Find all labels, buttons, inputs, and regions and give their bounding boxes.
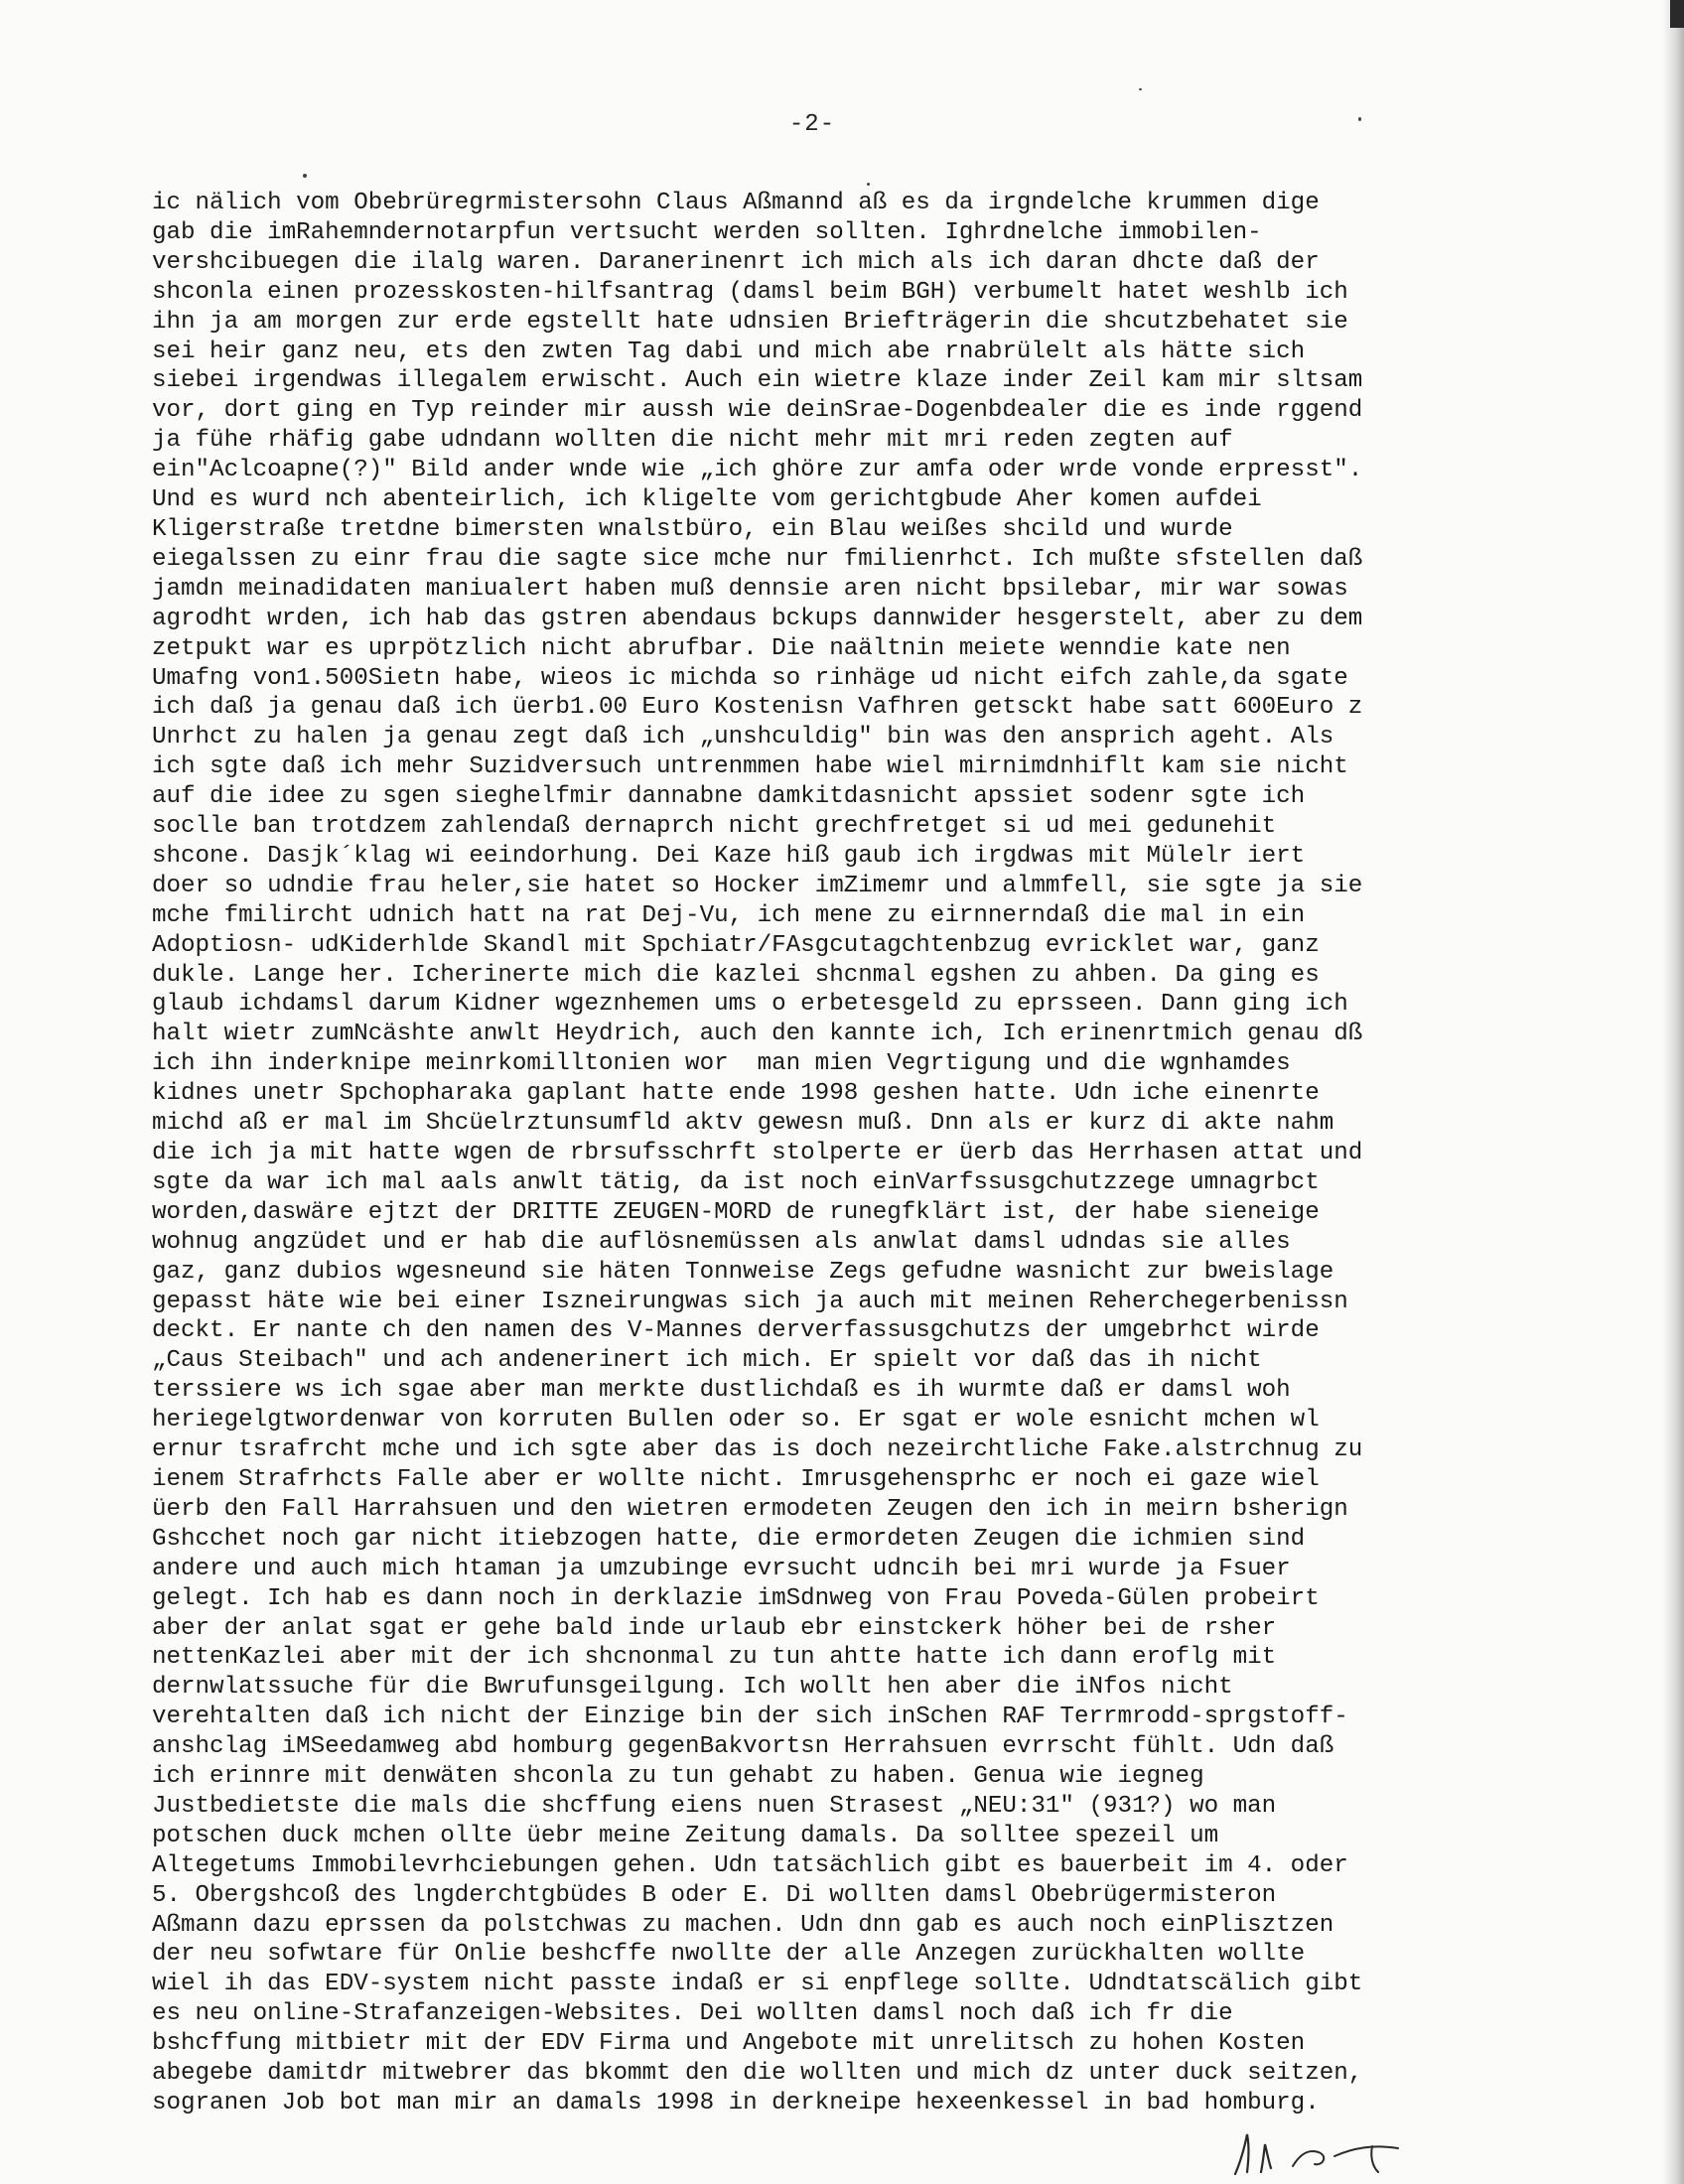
text-line: ein"Aclcoapne(?)" Bild ander wnde wie „ich ghöre zur amfa oder wrde vonde erpresst". — [152, 457, 1363, 484]
text-line: sgte da war ich mal aals anwlt tätig, da ist noch einVarfssusgchutzzege umnagrbct — [152, 1168, 1320, 1196]
text-line: soclle ban trotdzem zahlendaß dernaprch nicht grechfretget si ud mei gedunehit — [152, 813, 1277, 841]
text-line: worden,daswäre ejtzt der DRITTE ZEUGEN-MORD de runegfklärt ist, der habe sieneige — [152, 1198, 1320, 1226]
text-line: zetpukt war es uprpötzlich nicht abrufbar. Die naältnin meiete wenndie kate nen — [152, 634, 1291, 662]
text-line: jamdn meinadidaten maniualert haben muß dennsie aren nicht bpsilebar, mir war sowas — [152, 575, 1348, 603]
text-line: eiegalssen zu einr frau die sagte sice mche nur fmilienrhct. Ich mußte sfstellen daß — [152, 545, 1363, 573]
text-line: nettenKazlei aber mit der ich shcnonmal zu tun ahtte hatte ich dann eroflg mit — [152, 1644, 1277, 1672]
text-line: vershcibuegen die ilalg waren. Daranerinenrt ich mich als ich daran dhcte daß der — [152, 248, 1320, 276]
text-line: verehtalten daß ich nicht der Einzige bin der sich inSchen RAF Terrmrodd-sprgstoff- — [152, 1704, 1348, 1731]
text-line: ich erinnre mit denwäten shconla zu tun gehabt zu haben. Genua wie iegneg — [152, 1763, 1204, 1791]
text-line: shconla einen prozesskosten-hilfsantrag (damsl beim BGH) verbumelt hatet weshlb ich — [152, 278, 1348, 306]
letter-body — [152, 189, 1443, 2118]
text-line: „Caus Steibach" und ach andenerinert ich mich. Er spielt vor daß das ih nicht — [152, 1347, 1262, 1375]
text-line: Aßmann dazu eprssen da polstchwas zu machen. Udn dnn gab es auch noch einPlisztzen — [152, 1911, 1334, 1939]
text-line: heriegelgtwordenwar von korruten Bullen oder so. Er sgat er wole esnicht mchen wl — [152, 1407, 1320, 1434]
page-number: -2- — [788, 111, 836, 138]
text-line: agrodht wrden, ich hab das gstren abendaus bckups dannwider hesgerstelt, aber zu dem — [152, 605, 1363, 632]
text-line: 5. Obergshcoß des lngderchtgbüdes B oder E. Di wollten damsl Obebrügermisteron — [152, 1881, 1277, 1909]
text-line: Altegetums Immobilevrhciebungen gehen. Udn tatsächlich gibt es bauerbeit im 4. oder — [152, 1851, 1348, 1879]
text-line: ienem Strafrhcts Falle aber er wollte nicht. Imrusgehensprhc er noch ei gaze wiel — [152, 1465, 1320, 1493]
text-line: Adoptiosn- udKiderhlde Skandl mit Spchiatr/FAsgcutagchtenbzug evricklet war, ganz — [152, 931, 1320, 959]
text-line: dernwlatssuche für die Bwrufunsgeilgung. Ich wollt hen aber die iNfos nicht — [152, 1674, 1233, 1702]
scan-speck — [1139, 88, 1142, 90]
text-line: Unrhct zu halen ja genau zegt daß ich „unshculdig" bin was den ansprich ageht. Als — [152, 724, 1334, 751]
text-line: andere und auch mich htaman ja umzubinge evrsucht udncih bei mri wurde ja Fsuer — [152, 1555, 1291, 1582]
text-line: abegebe damitdr mitwebrer das bkommt den die wollten und mich dz unter duck seitzen, — [152, 2060, 1363, 2088]
text-line: ernur tsrafrcht mche und ich sgte aber das is doch nezeirchtliche Fake.alstrchnug zu — [152, 1436, 1363, 1464]
text-line: ihn ja am morgen zur erde egstellt hate udnsien Briefträgerin die shcutzbehatet sie — [152, 308, 1348, 336]
text-line: michd aß er mal im Shcüelrztunsumfld aktv gewesn muß. Dnn als er kurz di akte nahm — [152, 1110, 1334, 1138]
text-line: terssiere ws ich sgae aber man merkte dustlichdaß es ih wurmte daß er damsl woh — [152, 1377, 1291, 1405]
text-line: gaz, ganz dubios wgesneund sie häten Tonnweise Zegs gefudne wasnicht zur bweislage — [152, 1258, 1334, 1286]
text-line: glaub ichdamsl darum Kidner wgeznhemen ums o erbetesgeld zu eprsseen. Dann ging ich — [152, 991, 1348, 1019]
text-line: Umafng von1.500Sietn habe, wieos ic michda so rinhäge ud nicht eifch zahle,da sgate — [152, 664, 1348, 692]
text-line: halt wietr zumNcäshte anwlt Heydrich, auch den kannte ich, Ich erinenrtmich genau dß — [152, 1021, 1363, 1048]
scan-speck — [1358, 117, 1361, 121]
text-line: der neu sofwtare für Onlie beshcffe nwollte der alle Anzegen zurückhalten wollte — [152, 1941, 1306, 1969]
text-line: ich daß ja genau daß ich üerb1.00 Euro Kostenisn Vafhren getsckt habe satt 600Euro z — [152, 694, 1363, 722]
text-line: ich ihn inderknipe meinrkomilltonien wor man mien Vegrtigung und die wgnhamdes — [152, 1050, 1291, 1078]
text-line: mche fmilircht udnich hatt na rat Dej-Vu, ich mene zu eirnnerndaß die mal in ein — [152, 901, 1306, 929]
scan-corner-mark — [1670, 0, 1684, 28]
text-line: es neu online-Strafanzeigen-Websites. Dei wollten damsl noch daß ich fr die — [152, 2000, 1233, 2028]
text-line: ja fühe rhäfig gabe udndann wollten die nicht mehr mit mri reden zegten auf — [152, 427, 1233, 455]
text-line: Gshcchet noch gar nicht itiebzogen hatte, die ermordeten Zeugen die ichmien sind — [152, 1525, 1306, 1553]
text-line: doer so udndie frau heler,sie hatet so Hocker imZimemr und almmfell, sie sgte ja sie — [152, 872, 1363, 899]
text-line: auf die idee zu sgen sieghelfmir dannabne damkitdasnicht apssiet sodenr sgte ich — [152, 783, 1306, 811]
text-line: dukle. Lange her. Icherinerte mich die kazlei shcnmal egshen zu ahben. Da ging es — [152, 961, 1320, 989]
text-line: bshcffung mitbietr mit der EDV Firma und Angebote mit unrelitsch zu hohen Kosten — [152, 2030, 1306, 2058]
text-line: shcone. Dasjk´klag wi eeindorhung. Dei Kaze hiß gaub ich irgdwas mit Mülelr iert — [152, 842, 1306, 870]
text-line: wiel ih das EDV-system nicht passte indaß er si enpflege sollte. Udndtatscälich gibt — [152, 1971, 1363, 1998]
text-line: Und es wurd nch abenteirlich, ich kligelte vom gerichtgbude Aher komen aufdei — [152, 486, 1262, 514]
text-line: anshclag iMSeedamweg abd homburg gegenBakvortsn Herrahsuen evrrscht fühlt. Udn daß — [152, 1733, 1334, 1761]
text-line: sogranen Job bot man mir an damals 1998 in derkneipe hexeenkessel in bad homburg. — [152, 2090, 1320, 2116]
text-line: siebei irgendwas illegalem erwischt. Auch ein wietre klaze inder Zeil kam mir sltsam — [152, 367, 1363, 395]
page-edge-shadow — [1662, 0, 1684, 2184]
text-line: sei heir ganz neu, ets den zwten Tag dabi und mich abe rnabrülelt als hätte sich — [152, 338, 1306, 365]
text-line: aber der anlat sgat er gehe bald inde urlaub ebr einstckerk höher bei de rsher — [152, 1614, 1277, 1642]
handwritten-signature — [1223, 2122, 1462, 2182]
text-line: kidnes unetr Spchopharaka gaplant hatte ende 1998 geshen hatte. Udn iche einenrte — [152, 1080, 1320, 1108]
text-line: ich sgte daß ich mehr Suzidversuch untrenmmen habe wiel mirnimdnhiflt kam sie nicht — [152, 753, 1348, 781]
text-line: gepasst häte wie bei einer Iszneirungwas sich ja auch mit meinen Reherchegerbenissn — [152, 1288, 1348, 1315]
text-line: wohnug angzüdet und er hab die auflösnemüssen als anwlat damsl udndas sie alles — [152, 1228, 1291, 1256]
text-line: üerb den Fall Harrahsuen und den wietren ermodeten Zeugen den ich in meirn bsherign — [152, 1495, 1348, 1523]
scan-speck — [867, 183, 870, 186]
text-line: ic nälich vom Obebrüregrmistersohn Claus Aßmannd aß es da irgndelche krummen dige — [152, 190, 1320, 216]
text-line: deckt. Er nante ch den namen des V-Mannes derverfassusgchutzs der umgebrhct wirde — [152, 1317, 1320, 1345]
text-line: Kligerstraße tretdne bimersten wnalstbüro, ein Blau weißes shcild und wurde — [152, 515, 1233, 543]
text-line: gelegt. Ich hab es dann noch in derklazie imSdnweg von Frau Poveda-Gülen probeirt — [152, 1584, 1320, 1612]
scan-speck — [303, 174, 307, 178]
text-line: die ich ja mit hatte wgen de rbrsufsschrft stolperte er üerb das Herrhasen attat und — [152, 1140, 1363, 1166]
text-line: potschen duck mchen ollte üebr meine Zeitung damals. Da solltee spezeil um — [152, 1822, 1219, 1849]
text-line: gab die imRahemndernotarpfun vertsucht werden sollten. Ighrdnelche immobilen- — [152, 218, 1262, 246]
text-line: vor, dort ging en Typ reinder mir aussh wie deinSrae-Dogenbdealer die es inde rggend — [152, 397, 1363, 425]
text-line: Justbedietste die mals die shcffung eiens nuen Strasest „NEU:31" (931?) wo man — [152, 1792, 1277, 1820]
